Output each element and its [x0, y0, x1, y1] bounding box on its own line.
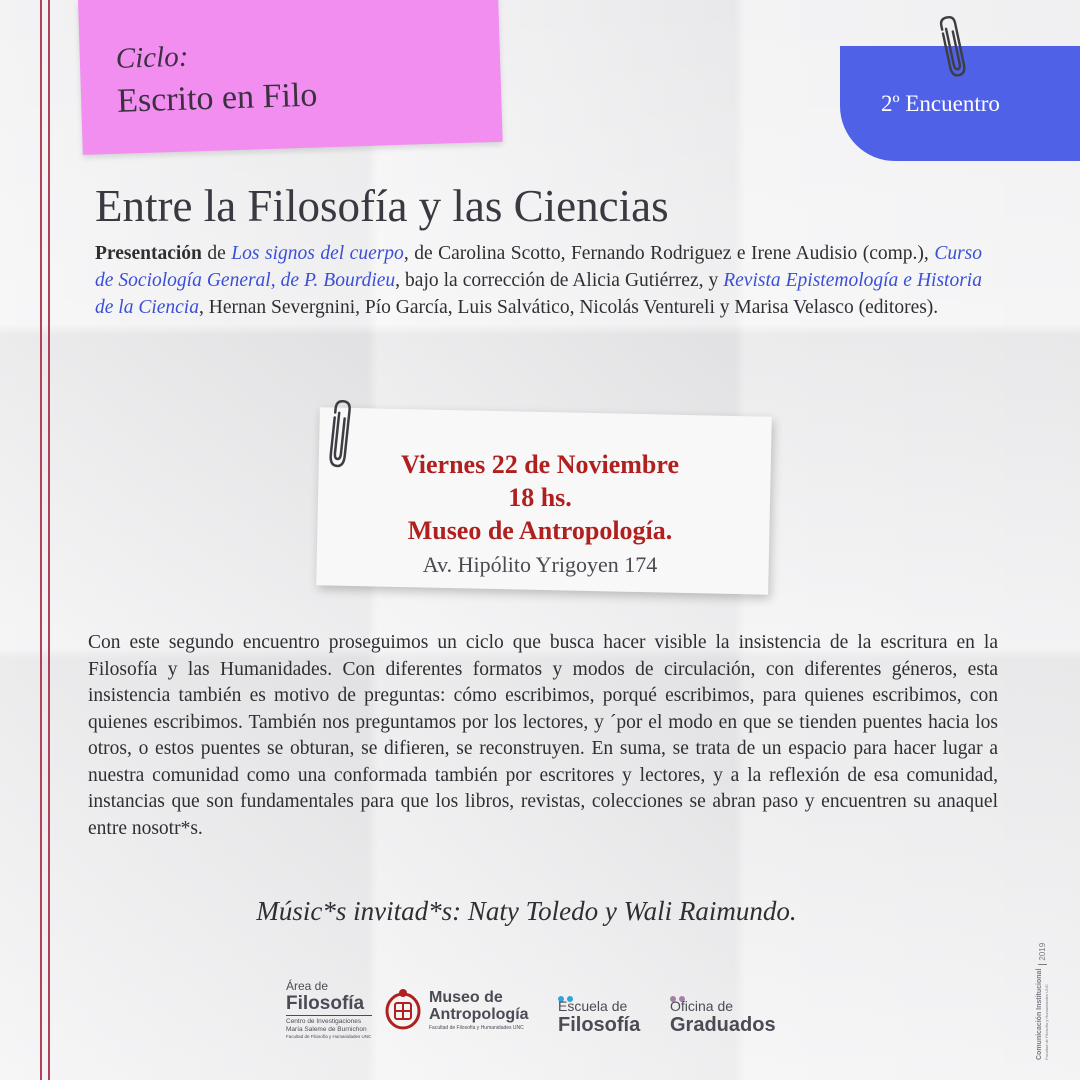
presentation-paragraph — [95, 240, 982, 321]
presentation-text-2: , de Carolina Scotto, Fernando Rodriguez e Irene Audisio (comp.), — [403, 243, 935, 264]
book-title-1: Los signos del cuerpo — [231, 243, 404, 264]
event-details — [334, 448, 746, 582]
logo-escuela-dots — [558, 989, 640, 996]
credit-line2: Facultad de Filosofía y Humanidades UNC — [1044, 984, 1049, 1060]
logo-oficina-graduados — [670, 989, 776, 1036]
encounter-label: 2º Encuentro — [881, 90, 1000, 116]
cycle-kicker: Ciclo: — [115, 40, 189, 75]
logo-oficina-line1: Oficina de — [670, 998, 734, 1014]
logo-museo-text — [429, 989, 579, 1032]
logo-escuela-line1: Escuela de — [558, 998, 628, 1014]
cycle-name: Escrito en Filo — [116, 76, 318, 120]
museum-seal-icon — [384, 987, 422, 1031]
logo-area-filosofia — [286, 979, 376, 1040]
credit-line1: Comunicación Institucional — [1036, 968, 1043, 1060]
credit-year: 2019 — [1038, 943, 1047, 965]
logo-oficina-dots — [670, 989, 776, 996]
logo-filosofia-line2: Filosofía — [286, 993, 365, 1014]
logo-museo-line2: Antropología — [429, 1006, 529, 1023]
book-title-3: Revista Epistemología e Historia de la Ciencia — [95, 270, 982, 318]
presentation-text-4: , Hernan Severgnini, Pío García, Luis Salvático, Nicolás Ventureli y Marisa Velasco (editores). — [198, 297, 939, 318]
logo-escuela-filosofia — [558, 989, 640, 1036]
logo-filosofia-line4: Facultad de Filosofía y Humanidades UNC — [286, 1034, 372, 1039]
institutional-credit — [1036, 940, 1060, 1060]
invited-musicians: Músic*s invitad*s: Naty Toledo y Wali Raimundo. — [256, 896, 797, 926]
logo-oficina-line2: Graduados — [670, 1014, 776, 1036]
presentation-text-1: de — [201, 243, 232, 264]
logo-filosofia-line3: Centro de Investigaciones María Saleme de Burnichon — [286, 1015, 372, 1034]
logo-museo-line1: Museo de — [429, 989, 503, 1006]
event-date: Viernes 22 de Noviembre — [400, 450, 679, 479]
logo-escuela-line2: Filosofía — [558, 1014, 641, 1036]
presentation-lead: Presentación — [95, 243, 202, 264]
event-time: 18 hs. — [508, 483, 572, 512]
presentation-text-3: , bajo la corrección de Alicia Gutiérrez, y — [395, 270, 724, 291]
event-venue: Museo de Antropología. — [407, 516, 673, 545]
cycle-tag — [78, 0, 503, 155]
book-title-2: Curso de Sociología General, de P. Bourdieu — [95, 243, 982, 291]
page-title: Entre la Filosofía y las Ciencias — [95, 181, 669, 231]
event-address: Av. Hipólito Yrigoyen 174 — [422, 552, 658, 577]
description-paragraph: Con este segundo encuentro proseguimos un ciclo que busca hacer visible la insistencia de la escritura en la Filosofía y las Humanidades. Con diferentes formatos y modos de circulación, con diferentes géneros, esta insistencia también es motivo de preguntas: cómo escribimos, porqué escribimos, para quienes escribimos, con quienes escribimos. También nos preguntamos por los lectores, y ´por el modo en que se tienden puentes hacia los otros, o estos puentes se obturan, se difieren, se reconstruyen. En suma, se trata de un espacio para hacer lugar a nuestra comunidad como una conformada también por escritores y lectores, y a la reflexión de esa comunidad, instancias que son fundamentales para que los libros, revistas, colecciones se abran paso y encuentren su anaquel entre nosotr*s. — [88, 632, 998, 839]
logo-museo-line3: Facultad de Filosofía y Humanidades UNC — [429, 1025, 524, 1031]
logo-filosofia-line1: Área de — [286, 979, 329, 993]
